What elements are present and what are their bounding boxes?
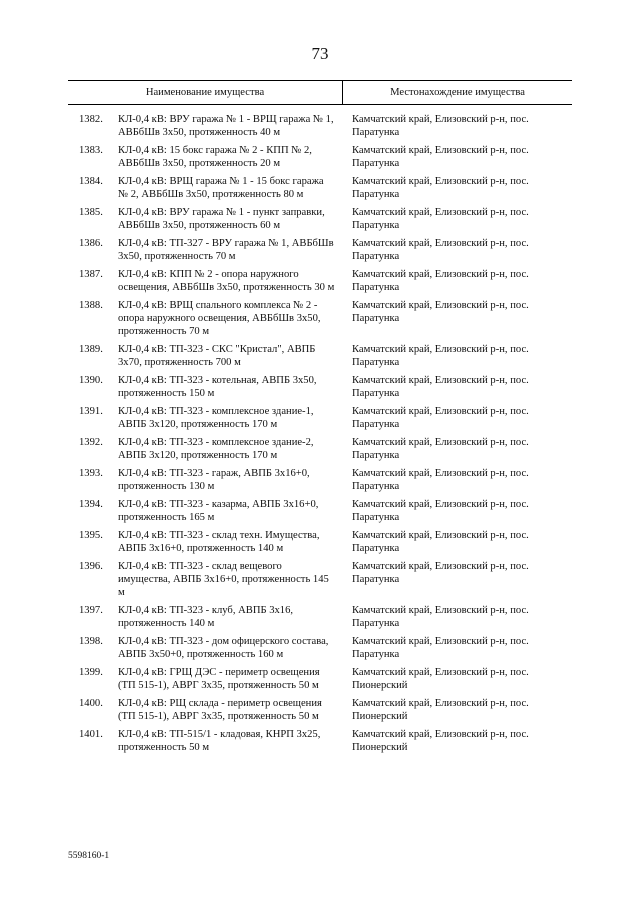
table-row: [68, 436, 572, 462]
table-row: [68, 206, 572, 232]
table-row: [68, 237, 572, 263]
property-location: Камчатский край, Елизовский р-н, пос. Паратунка: [352, 344, 529, 368]
property-location: Камчатский край, Елизовский р-н, пос. Паратунка: [352, 207, 529, 231]
property-name: КЛ-0,4 кВ: ТП-323 - склад вещевого имущества, АВПБ 3х16+0, протяженность 145 м: [118, 561, 329, 598]
row-number: 1399.: [79, 667, 103, 678]
table-row: [68, 268, 572, 294]
table-row: [68, 343, 572, 369]
row-number: 1385.: [79, 207, 103, 218]
row-number: 1398.: [79, 636, 103, 647]
row-number: 1390.: [79, 375, 103, 386]
row-number: 1395.: [79, 530, 103, 541]
table-row: [68, 697, 572, 723]
row-number: 1394.: [79, 499, 103, 510]
property-name: КЛ-0,4 кВ: ТП-323 - комплексное здание-1, АВПБ 3х120, протяженность 170 м: [118, 406, 314, 430]
table-row: [68, 144, 572, 170]
row-number: 1383.: [79, 145, 103, 156]
property-name: КЛ-0,4 кВ: ВРУ гаража № 1 - пункт заправки, АВБбШв 3х50, протяженность 60 м: [118, 207, 325, 231]
table-row: [68, 529, 572, 555]
table-row: [68, 728, 572, 754]
property-location: Камчатский край, Елизовский р-н, пос. Паратунка: [352, 530, 529, 554]
table-row: [68, 467, 572, 493]
property-name: КЛ-0,4 кВ: 15 бокс гаража № 2 - КПП № 2, АВБбШв 3х50, протяженность 20 м: [118, 145, 312, 169]
header-name-column: Наименование имущества: [68, 81, 343, 104]
property-location: Камчатский край, Елизовский р-н, пос. Пионерский: [352, 698, 529, 722]
property-location: Камчатский край, Елизовский р-н, пос. Паратунка: [352, 176, 529, 200]
property-location: Камчатский край, Елизовский р-н, пос. Паратунка: [352, 238, 529, 262]
property-location: Камчатский край, Елизовский р-н, пос. Паратунка: [352, 605, 529, 629]
property-name: КЛ-0,4 кВ: ТП-323 - гараж, АВПБ 3х16+0, протяженность 130 м: [118, 468, 310, 492]
row-number: 1392.: [79, 437, 103, 448]
row-number: 1382.: [79, 114, 103, 125]
property-location: Камчатский край, Елизовский р-н, пос. Паратунка: [352, 499, 529, 523]
row-number: 1388.: [79, 300, 103, 311]
table-body: [68, 113, 572, 754]
property-location: Камчатский край, Елизовский р-н, пос. Пионерский: [352, 729, 529, 753]
page-number: 73: [311, 44, 329, 63]
property-name: КЛ-0,4 кВ: ТП-323 - комплексное здание-2, АВПБ 3х120, протяженность 170 м: [118, 437, 314, 461]
property-name: КЛ-0,4 кВ: ВРЩ спального комплекса № 2 - опора наружного освещения, АВБбШв 3х50, протяженность 70 м: [118, 300, 321, 337]
header-location-column: Местонахождение имущества: [390, 87, 525, 98]
table-row: [68, 405, 572, 431]
property-location: Камчатский край, Елизовский р-н, пос. Пионерский: [352, 667, 529, 691]
row-number: 1391.: [79, 406, 103, 417]
row-number: 1384.: [79, 176, 103, 187]
property-name: КЛ-0,4 кВ: ТП-323 - дом офицерского состава, АВПБ 3х50+0, протяженность 160 м: [118, 636, 329, 660]
row-number: 1396.: [79, 561, 103, 572]
property-name: КЛ-0,4 кВ: РЩ склада - периметр освещения (ТП 515-1), АВРГ 3х35, протяженность 50 м: [118, 698, 322, 722]
document-code: 5598160-1: [68, 851, 110, 861]
property-table: [68, 80, 572, 759]
table-header: [68, 80, 572, 105]
property-name: КЛ-0,4 кВ: ТП-323 - СКС "Кристал", АВПБ 3х70, протяженность 700 м: [118, 344, 316, 368]
property-name: КЛ-0,4 кВ: КПП № 2 - опора наружного освещения, АВБбШв 3х50, протяженность 30 м: [118, 269, 335, 293]
row-number: 1387.: [79, 269, 103, 280]
property-name: КЛ-0,4 кВ: ВРУ гаража № 1 - ВРЩ гаража № 1, АВБбШв 3х50, протяженность 40 м: [118, 114, 334, 138]
property-name: КЛ-0,4 кВ: ТП-323 - клуб, АВПБ 3х16, протяженность 140 м: [118, 605, 294, 629]
table-row: [68, 560, 572, 599]
property-name: КЛ-0,4 кВ: ТП-323 - склад техн. Имущества, АВПБ 3х16+0, протяженность 140 м: [118, 530, 320, 554]
property-location: Камчатский край, Елизовский р-н, пос. Паратунка: [352, 300, 529, 324]
row-number: 1401.: [79, 729, 103, 740]
property-location: Камчатский край, Елизовский р-н, пос. Паратунка: [352, 269, 529, 293]
row-number: 1400.: [79, 698, 103, 709]
property-name: КЛ-0,4 кВ: ТП-323 - котельная, АВПБ 3х50, протяженность 150 м: [118, 375, 317, 399]
property-location: Камчатский край, Елизовский р-н, пос. Паратунка: [352, 145, 529, 169]
row-number: 1397.: [79, 605, 103, 616]
table-row: [68, 498, 572, 524]
property-name: КЛ-0,4 кВ: ГРЩ ДЭС - периметр освещения (ТП 515-1), АВРГ 3х35, протяженность 50 м: [118, 667, 320, 691]
property-name: КЛ-0,4 кВ: ТП-327 - ВРУ гаража № 1, АВБбШв 3х50, протяженность 70 м: [118, 238, 334, 262]
property-location: Камчатский край, Елизовский р-н, пос. Паратунка: [352, 406, 529, 430]
table-row: [68, 299, 572, 338]
property-location: Камчатский край, Елизовский р-н, пос. Паратунка: [352, 468, 529, 492]
row-number: 1393.: [79, 468, 103, 479]
row-number: 1389.: [79, 344, 103, 355]
table-row: [68, 666, 572, 692]
property-name: КЛ-0,4 кВ: ТП-323 - казарма, АВПБ 3х16+0, протяженность 165 м: [118, 499, 319, 523]
table-row: [68, 113, 572, 139]
table-row: [68, 604, 572, 630]
property-location: Камчатский край, Елизовский р-н, пос. Паратунка: [352, 437, 529, 461]
row-number: 1386.: [79, 238, 103, 249]
property-location: Камчатский край, Елизовский р-н, пос. Паратунка: [352, 375, 529, 399]
table-row: [68, 175, 572, 201]
property-location: Камчатский край, Елизовский р-н, пос. Паратунка: [352, 114, 529, 138]
property-location: Камчатский край, Елизовский р-н, пос. Паратунка: [352, 636, 529, 660]
table-row: [68, 374, 572, 400]
property-location: Камчатский край, Елизовский р-н, пос. Паратунка: [352, 561, 529, 585]
table-row: [68, 635, 572, 661]
property-name: КЛ-0,4 кВ: ВРЩ гаража № 1 - 15 бокс гаража № 2, АВБбШв 3х50, протяженность 80 м: [118, 176, 324, 200]
property-name: КЛ-0,4 кВ: ТП-515/1 - кладовая, КНРП 3х25, протяженность 50 м: [118, 729, 321, 753]
